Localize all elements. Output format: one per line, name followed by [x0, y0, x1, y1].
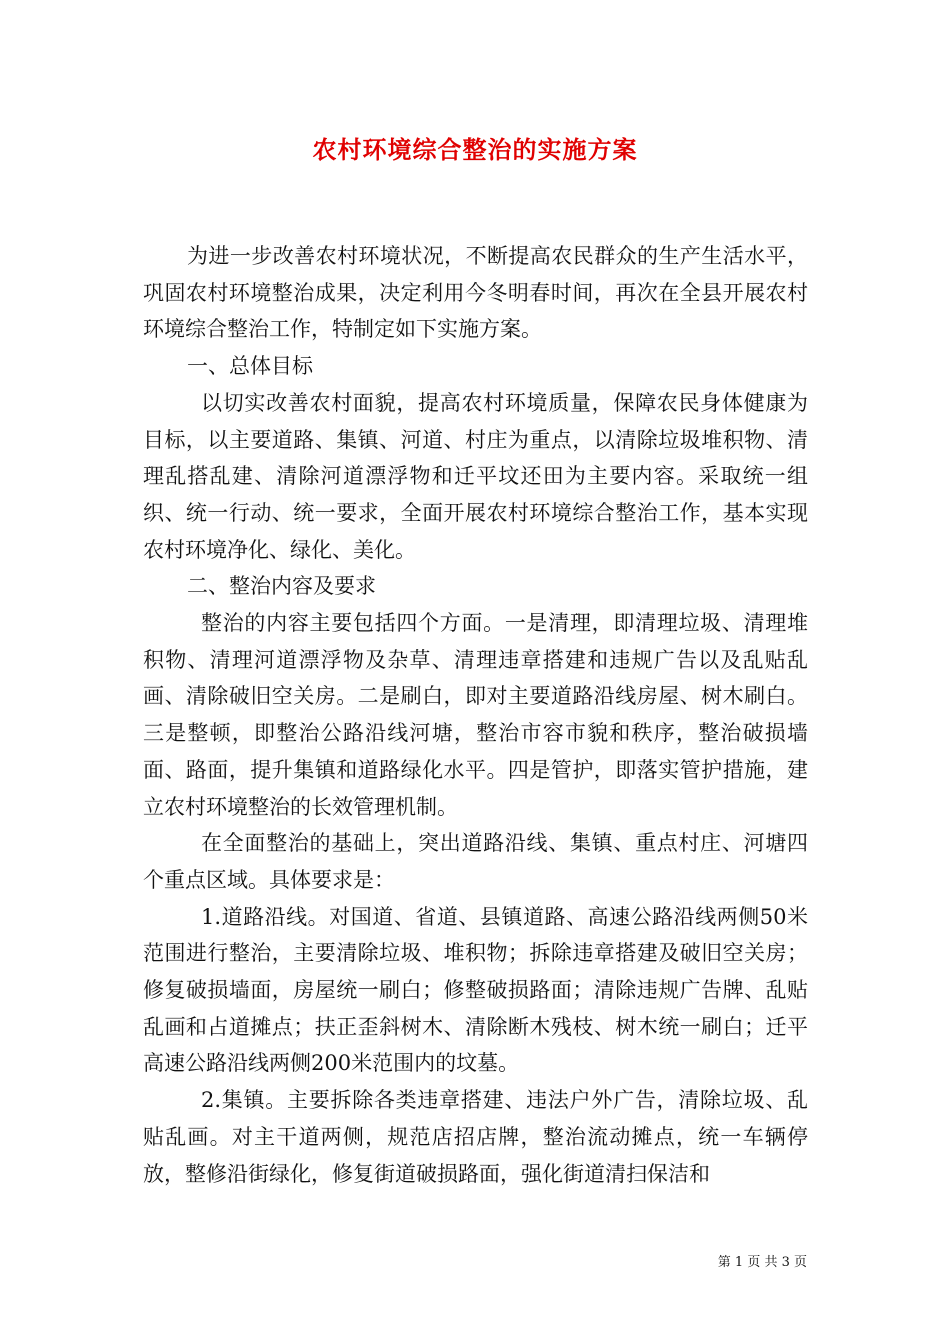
section-heading-overall-goal: 一、总体目标 — [187, 354, 313, 379]
document-title: 农村环境综合整治的实施方案 — [312, 135, 638, 164]
overall-goal-paragraph: 以切实改善农村面貌，提高农村环境质量，保障农民身体健康为目标，以主要道路、集镇、河道、村庄为重点，以清除垃圾堆积物、清理乱搭乱建、清除河道漂浮物和迁平坟还田为主要内容。采取统一组织、统一行动、统一要求，全面开展农村环境综合整治工作，基本实现农村环境净化、绿化、美化。 — [143, 390, 808, 562]
town-requirements-paragraph: 2.集镇。主要拆除各类违章搭建、违法户外广告，清除垃圾、乱贴乱画。对主干道两侧，规范店招店牌，整治流动摊点，统一车辆停放，整修沿街绿化，修复街道破损路面，强化街道清扫保洁和 — [143, 1088, 808, 1186]
document-body — [143, 238, 808, 1192]
intro-paragraph: 为进一步改善农村环境状况，不断提高农民群众的生产生活水平，巩固农村环境整治成果，决定利用今冬明春时间，再次在全县开展农村环境综合整治工作，特制定如下实施方案。 — [143, 244, 808, 342]
content-paragraph: 整治的内容主要包括四个方面。一是清理，即清理垃圾、清理堆积物、清理河道漂浮物及杂草、清理违章搭建和违规广告以及乱贴乱画、清除破旧空关房。二是刷白，即对主要道路沿线房屋、树木刷白。三是整顿，即整治公路沿线河塘，整治市容市貌和秩序，整治破损墙面、路面，提升集镇和道路绿化水平。四是管护，即落实管护措施，建立农村环境整治的长效管理机制。 — [143, 611, 808, 819]
road-requirements-paragraph: 1.道路沿线。对国道、省道、县镇道路、高速公路沿线两侧50米范围进行整治，主要清除垃圾、堆积物；拆除违章搭建及破旧空关房；修复破损墙面，房屋统一刷白；修整破损路面；清除违规广告牌、乱贴乱画和占道摊点；扶正歪斜树木、清除断木残枝、树木统一刷白；迁平高速公路沿线两侧200米范围内的坟墓。 — [143, 904, 808, 1076]
section-heading-content-requirements: 二、整治内容及要求 — [187, 574, 376, 599]
key-areas-paragraph: 在全面整治的基础上，突出道路沿线、集镇、重点村庄、河塘四个重点区域。具体要求是： — [143, 831, 808, 892]
page-number-footer: 第 1 页 共 3 页 — [717, 1255, 807, 1270]
